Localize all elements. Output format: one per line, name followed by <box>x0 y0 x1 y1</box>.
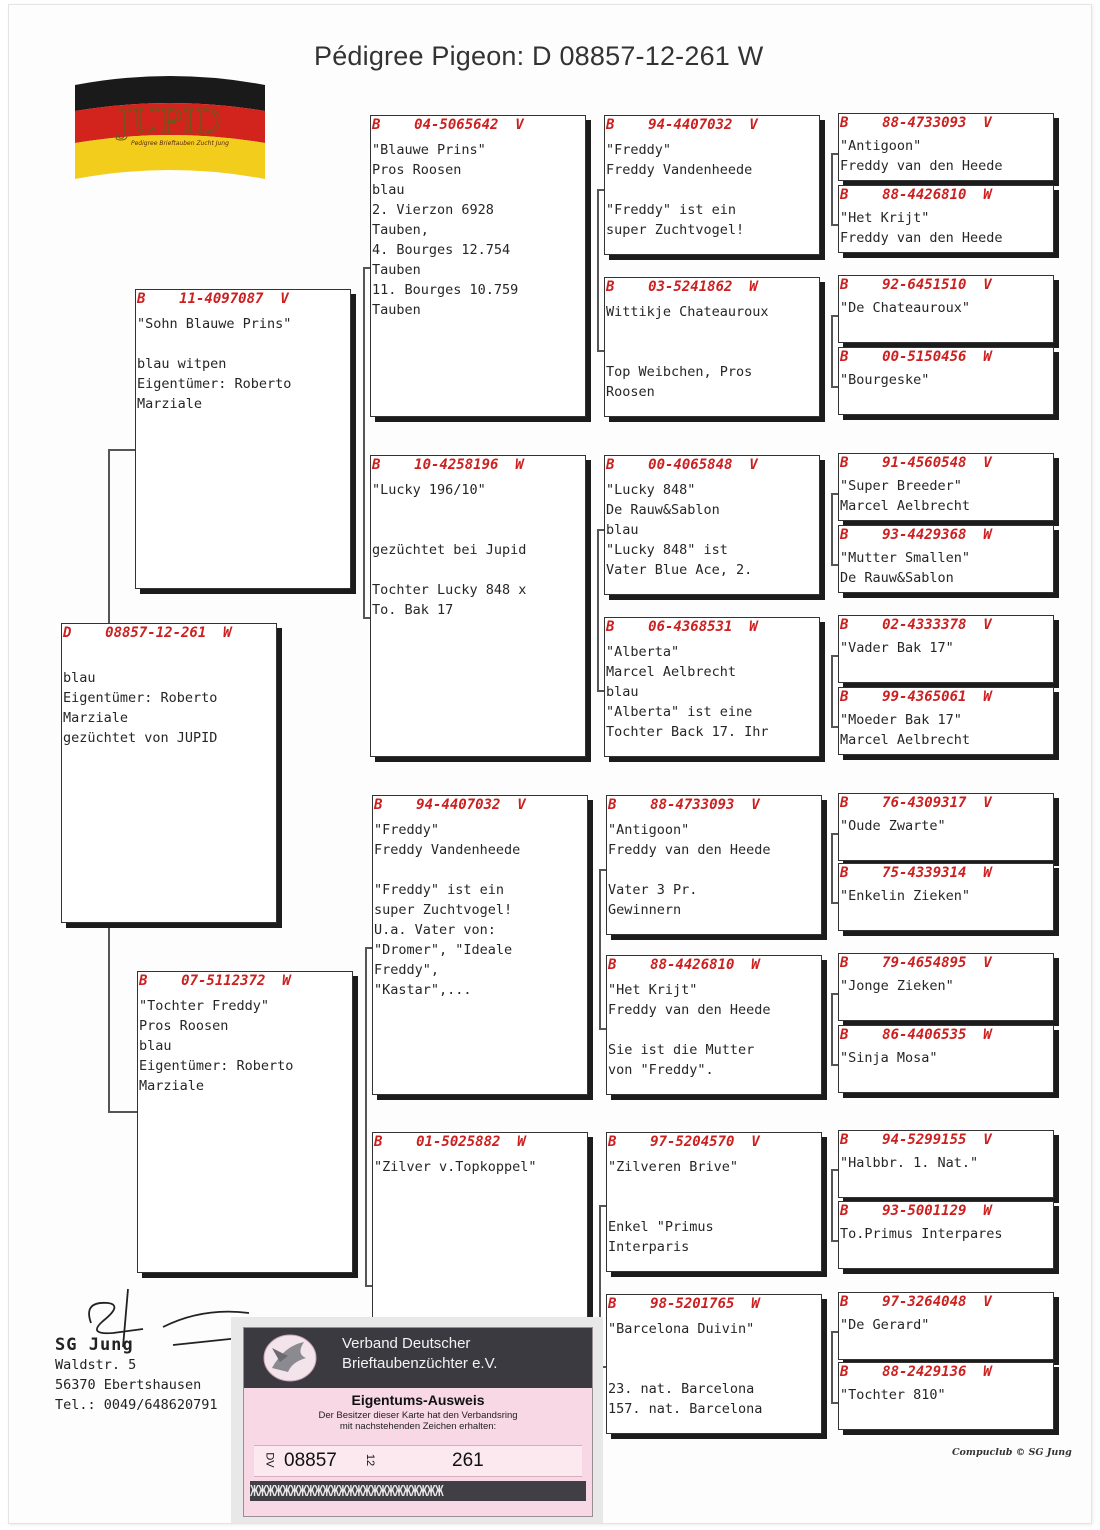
g5-box-1 <box>838 113 1054 181</box>
pigeon-details: "Bourgeske" <box>840 372 930 388</box>
ring-number: B 00-5150456 W <box>840 349 992 365</box>
sdd-box <box>604 617 820 757</box>
ring-number: B 11-4097087 V <box>137 291 289 307</box>
card-org-line1: Verband Deutscher <box>342 1335 471 1352</box>
ring-number: B 88-2429136 W <box>840 1364 992 1380</box>
pigeon-details: "De Gerard" <box>840 1317 930 1333</box>
card-year: 12 <box>364 1453 377 1467</box>
footer-credit: Compuclub © SG Jung <box>952 1447 1072 1458</box>
sds-box <box>604 455 820 595</box>
pigeon-details: "Het Krijt" Freddy van den Heede <box>840 210 1003 246</box>
ring-number: B 99-4365061 W <box>840 689 992 705</box>
ring-number: B 07-5112372 W <box>139 973 291 989</box>
pigeon-details: "Het Krijt" Freddy van den Heede Sie ist die Mutter von "Freddy". <box>608 982 771 1078</box>
ring-number: B 94-4407032 V <box>606 117 758 133</box>
g5-box-8 <box>838 687 1054 755</box>
pigeon-details: "Jonge Zieken" <box>840 978 954 994</box>
dss-box <box>606 795 822 935</box>
ring-number: B 79-4654895 V <box>840 955 992 971</box>
g5-box-3 <box>838 275 1054 343</box>
g5-box-9 <box>838 793 1054 861</box>
ring-number: B 88-4733093 V <box>840 115 992 131</box>
pigeon-details: "Mutter Smallen" De Rauw&Sablon <box>840 550 971 586</box>
pigeon-details: "Super Breeder" Marcel Aelbrecht <box>840 478 971 514</box>
pigeon-details: "Lucky 196/10" gezüchtet bei Jupid Tochter Lucky 848 x To. Bak 17 <box>372 482 527 618</box>
pigeon-details: "Tochter Freddy" Pros Roosen blau Eigentümer: Roberto Marziale <box>139 998 294 1094</box>
card-org-line2: Brieftaubenzüchter e.V. <box>342 1355 498 1372</box>
connector <box>831 493 833 565</box>
jupid-logo <box>71 73 269 185</box>
g5-box-11 <box>838 953 1054 1021</box>
pigeon-details: "Zilveren Brive" Enkel "Primus Interparis <box>608 1159 739 1255</box>
pigeon-details: "Sinja Mosa" <box>840 1050 938 1066</box>
breeder-address <box>55 1335 218 1415</box>
g5-box-14 <box>838 1201 1054 1269</box>
ring-number: B 02-4333378 V <box>840 617 992 633</box>
ring-number: B 94-4407032 V <box>374 797 526 813</box>
ring-number: B 10-4258196 W <box>372 457 524 473</box>
dam-sire-box <box>372 795 588 1095</box>
connector <box>363 267 365 619</box>
g5-box-4 <box>838 347 1054 415</box>
g5-box-6 <box>838 525 1054 593</box>
pigeon-details: blau Eigentümer: Roberto Marziale gezüchtet von JUPID <box>63 670 218 746</box>
connector <box>831 1169 833 1241</box>
ring-number: B 01-5025882 W <box>374 1134 526 1150</box>
pigeon-details: "Sohn Blauwe Prins" blau witpen Eigentümer: Roberto Marziale <box>137 316 292 412</box>
logo-subtitle: Pedigree Brieftauben Zucht Jung <box>131 140 229 147</box>
pigeon-details: "Oude Zwarte" <box>840 818 946 834</box>
dam-box <box>137 971 353 1273</box>
g5-box-12 <box>838 1025 1054 1093</box>
connector <box>597 529 599 691</box>
g5-box-2 <box>838 185 1054 253</box>
pigeon-details: To.Primus Interpares <box>840 1226 1003 1242</box>
connector <box>365 947 367 1287</box>
ring-number: B 88-4426810 W <box>840 187 992 203</box>
pigeon-details: "Zilver v.Topkoppel" <box>374 1159 537 1175</box>
card-pattern-band: ЖЖЖЖЖЖЖЖЖЖЖЖЖЖЖЖЖЖЖЖЖЖЖЖ <box>250 1481 586 1501</box>
sire-dam-box <box>370 455 586 757</box>
pigeon-details: "Lucky 848" De Rauw&Sablon blau "Lucky 848" ist Vater Blue Ace, 2. <box>606 482 753 578</box>
breeder-city: 56370 Ebertshausen <box>55 1377 202 1393</box>
pigeon-details: "Freddy" Freddy Vandenheede "Freddy" ist ein super Zuchtvogel! U.a. Vater von: "Dromer", "Ideale Freddy", "Kastar",... <box>374 822 521 998</box>
connector <box>831 833 833 903</box>
card-subtitle-2: mit nachstehenden Zeichen erhalten: <box>339 1421 497 1432</box>
ring-number: B 92-6451510 V <box>840 277 992 293</box>
ring-number: B 93-4429368 W <box>840 527 992 543</box>
pigeon-details: "Vader Bak 17" <box>840 640 954 656</box>
ring-number: B 06-4368531 W <box>606 619 758 635</box>
g5-box-7 <box>838 615 1054 683</box>
ownership-card <box>231 1317 603 1523</box>
card-country: DV <box>263 1452 276 1468</box>
dsd-box <box>606 955 822 1095</box>
ring-number: B 88-4733093 V <box>608 797 760 813</box>
ring-number: B 94-5299155 V <box>840 1132 992 1148</box>
connector <box>597 189 599 351</box>
connector <box>108 926 110 1112</box>
logo-wordmark: JUPID <box>119 102 222 141</box>
ring-number: D 08857-12-261 W <box>63 625 232 641</box>
pigeon-details: Wittikje Chateauroux Top Weibchen, Pros Roosen <box>606 304 769 400</box>
card-subtitle-1: Der Besitzer dieser Karte hat den Verbandsring <box>318 1410 518 1421</box>
pedigree-sheet <box>8 4 1092 1524</box>
ring-number: B 86-4406535 W <box>840 1027 992 1043</box>
g5-box-10 <box>838 863 1054 931</box>
pigeon-details: "Moeder Bak 17" Marcel Aelbrecht <box>840 712 971 748</box>
card-ring-row <box>254 1445 582 1477</box>
ring-number: B 76-4309317 V <box>840 795 992 811</box>
pigeon-details: "Freddy" Freddy Vandenheede "Freddy" ist ein super Zuchtvogel! <box>606 142 753 238</box>
pigeon-details: "Barcelona Duivin" 23. nat. Barcelona 157. nat. Barcelona <box>608 1321 763 1417</box>
card-heading: Eigentums-Ausweis <box>351 1392 485 1408</box>
ring-number: B 04-5065642 V <box>372 117 524 133</box>
pigeon-details: "Antigoon" Freddy van den Heede Vater 3 Pr. Gewinnern <box>608 822 771 918</box>
card-ring-number: 08857 <box>284 1450 337 1471</box>
pigeon-details: "Alberta" Marcel Aelbrecht blau "Alberta" ist eine Tochter Back 17. Ihr <box>606 644 769 740</box>
pigeon-details: "Tochter 810" <box>840 1387 946 1403</box>
pigeon-details: "De Chateauroux" <box>840 300 971 316</box>
sss-box <box>604 115 820 255</box>
connector <box>831 655 833 727</box>
connector <box>108 449 110 627</box>
dds-box <box>606 1132 822 1272</box>
pigeon-details: "Enkelin Zieken" <box>840 888 971 904</box>
card-body <box>243 1327 593 1517</box>
ring-number: B 00-4065848 V <box>606 457 758 473</box>
ring-number: B 98-5201765 W <box>608 1296 760 1312</box>
ddd-box <box>606 1294 822 1434</box>
card-header <box>244 1328 592 1388</box>
sire-box <box>135 289 351 589</box>
connector <box>831 315 833 387</box>
ring-number: B 88-4426810 W <box>608 957 760 973</box>
g5-box-16 <box>838 1362 1054 1430</box>
connector <box>831 1331 833 1403</box>
breeder-street: Waldstr. 5 <box>55 1357 137 1373</box>
subject-pigeon-box <box>61 623 277 923</box>
ring-number: B 75-4339314 W <box>840 865 992 881</box>
breeder-phone: Tel.: 0049/648620791 <box>55 1397 218 1413</box>
page-title: Pédigree Pigeon: D 08857-12-261 W <box>314 41 764 71</box>
sire-sire-box <box>370 115 586 417</box>
connector <box>831 993 833 1065</box>
connector <box>831 153 833 225</box>
card-serial: 261 <box>452 1450 484 1471</box>
connector <box>599 869 601 1029</box>
g5-box-13 <box>838 1130 1054 1198</box>
g5-box-15 <box>838 1292 1054 1360</box>
ring-number: B 91-4560548 V <box>840 455 992 471</box>
pigeon-details: "Halbbr. 1. Nat." <box>840 1155 979 1171</box>
ssd-box <box>604 277 820 417</box>
g5-box-5 <box>838 453 1054 521</box>
ring-number: B 03-5241862 W <box>606 279 758 295</box>
ring-number: B 97-3264048 V <box>840 1294 992 1310</box>
breeder-name: SG Jung <box>55 1335 134 1355</box>
pigeon-details: "Antigoon" Freddy van den Heede <box>840 138 1003 174</box>
ring-number: B 97-5204570 V <box>608 1134 760 1150</box>
pigeon-details: "Blauwe Prins" Pros Roosen blau 2. Vierzon 6928 Tauben, 4. Bourges 12.754 Tauben 11. Bourges 10.759 Tauben <box>372 142 519 318</box>
pigeon-emblem-icon <box>258 1332 322 1384</box>
ring-number: B 93-5001129 W <box>840 1203 992 1219</box>
